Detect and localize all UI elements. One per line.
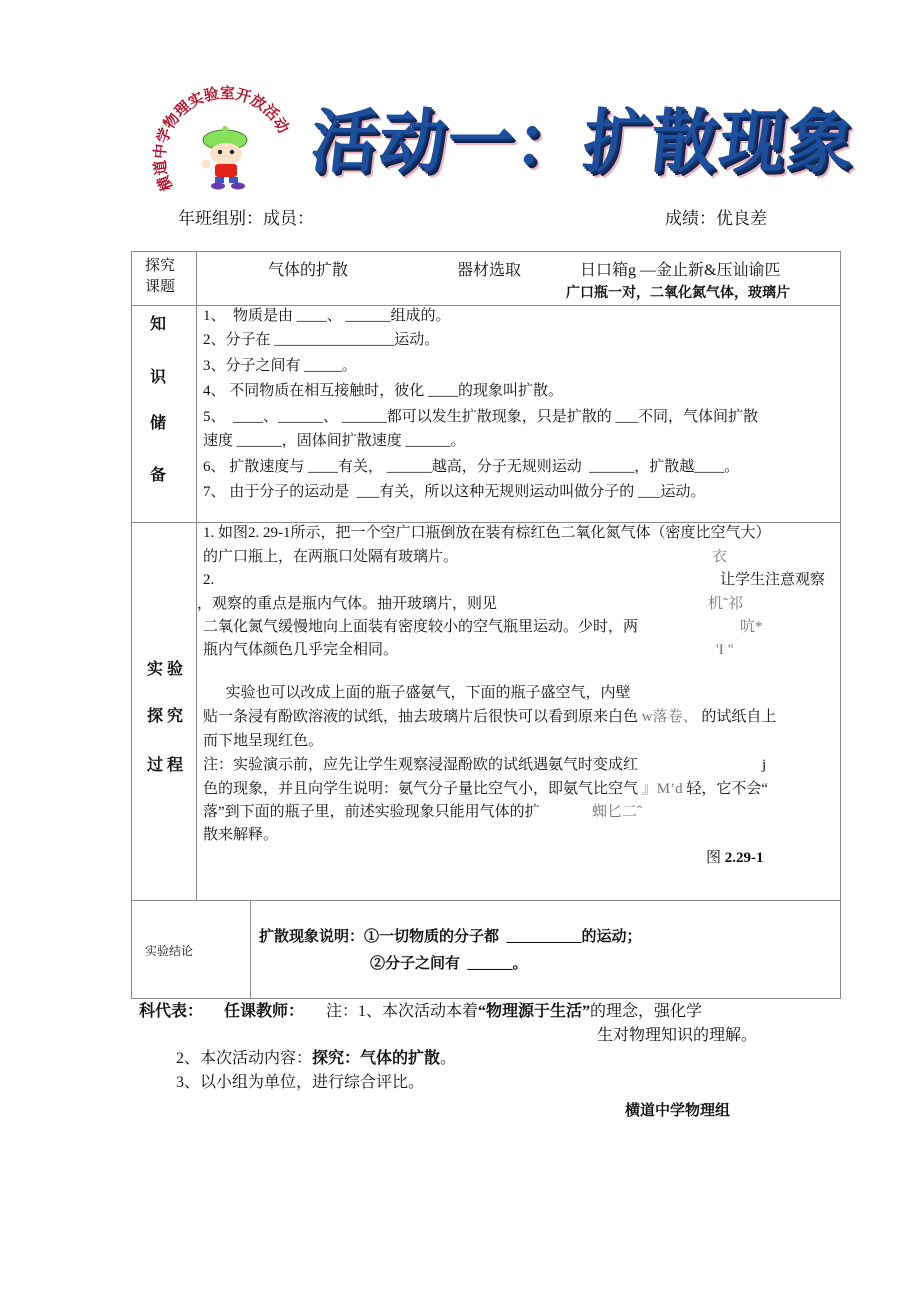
experiment-line: 的广口瓶上，在两瓶口处隔有玻璃片。 [203,549,459,565]
teacher-label: 任课教师： [224,1003,305,1020]
knowledge-line: 速度 ______，固体间扩散速度 ______。 [203,433,466,449]
knowledge-line: 2、分子在 ________________运动。 [203,332,440,348]
note-1-quote: “物理源于生活” [478,1003,591,1020]
experiment-label: 过 程 [147,757,184,774]
knowledge-label: 知 [150,316,167,333]
conclusion-label: 实验结论 [145,944,194,958]
experiment-line: 而下地呈现红色。 [203,733,324,749]
knowledge-label: 识 [150,369,167,386]
knowledge-line: 6、 扩散速度与 ____有关， ______越高，分子无规则运动 ______，扩散越____。 [203,459,740,475]
note-1-text: 的理念，强化学 [590,1003,703,1020]
table-border-left [131,251,132,999]
conclusion-line: 扩散现象说明：①一切物质的分子都 __________的运动； [259,929,642,945]
equipment-garbled: 日口箱g —金止新&压讪谕匹 [580,262,781,279]
knowledge-line: 7、 由于分子的运动是 ___有关，所以这种无规则运动叫做分子的 ___运动。 [203,484,706,500]
table-divider [131,900,841,901]
side-note: 』M’d [641,781,683,797]
table-border-top [131,251,841,252]
note-2-text: 2、本次活动内容： [176,1050,313,1067]
page-title: 活动一：扩散现象 [307,101,860,183]
experiment-line: 色的现象，并且向学生说明：氨气分子量比空气小，即氨气比空气 [203,781,639,797]
experiment-line: 落”到下面的瓶子里，前述实验现象只能用气体的扩 [203,804,540,820]
side-note: j [762,757,767,773]
class-rep-label: 科代表： [139,1003,204,1020]
experiment-line: 的试纸自上 [701,709,777,725]
side-note: 吭* [740,619,763,635]
side-note: 机˜祁 [708,596,743,612]
note-1-text: 注：1、本次活动本着 [326,1003,479,1020]
figure-caption-prefix: 图 [706,850,722,866]
logo-arc-text: 横道中学物理实验室开放活动 [150,83,293,194]
table-column-divider [196,251,197,900]
note-2 [176,1050,456,1068]
experiment-label: 实 验 [147,661,184,678]
topic-value: 气体的扩散 [268,262,349,279]
equipment-label: 器材选取 [457,262,522,279]
knowledge-line: 3、分子之间有 _____。 [203,358,357,374]
table-column-divider [250,900,251,998]
knowledge-line: 1、 物质是由 ____、 ______组成的。 [203,308,451,324]
experiment-line: 贴一条浸有酚欧溶液的试纸，抽去玻璃片后很快可以看到原来白色 [203,709,639,725]
side-note: 蜘匕二ˆ [592,804,642,820]
knowledge-label: 储 [150,415,167,432]
logo-graphic [150,80,300,210]
experiment-line: 二氧化氮气缓慢地向上面装有密度较小的空气瓶里运动。少时，两 [203,619,639,635]
note-2-content: 探究：气体的扩散 [312,1050,441,1067]
experiment-label: 探 究 [147,708,184,725]
score-label: 成绩：优良差 [665,209,767,228]
side-note: w落卷、 [641,709,698,725]
knowledge-line: 5、 ____、______、 ______都可以发生扩散现象，只是扩散的 ___不同，气体间扩散 [203,409,759,425]
knowledge-line: 4、 不同物质在相互接触时，彼化 ____的现象叫扩散。 [203,383,564,399]
table-border-right [840,251,841,999]
experiment-line: ，观察的重点是瓶内气体。抽开玻璃片，则见 [197,596,498,612]
note-2-end: 。 [440,1050,457,1067]
equipment-value: 广口瓶一对，二氧化氮气体，玻璃片 [566,286,790,301]
side-note: 衣 [712,549,728,565]
side-note: 'I " [716,642,734,658]
table-divider [131,305,841,306]
experiment-line: 轻，它不会“ [686,781,769,797]
experiment-line: 实验也可以改成上面的瓶子盛氨气，下面的瓶子盛空气，内壁 [203,685,631,701]
table-divider [131,522,841,523]
experiment-line-group [203,780,768,798]
figure-caption-number: 2.29-1 [724,850,764,866]
note-1-continued: 生对物理知识的理解。 [597,1027,758,1044]
school-logo [150,80,300,210]
group-members-label: 年班组别：成员： [178,209,314,228]
cartoon-mascot [202,126,248,190]
signature: 横道中学物理组 [625,1103,731,1119]
figure-caption [706,849,764,867]
note-1 [326,1003,702,1021]
experiment-line: 瓶内气体颜色几乎完全相同。 [203,642,399,658]
side-note: 让学生注意观察 [720,572,826,588]
experiment-line: 注：实验演示前，应先让学生观察浸湿酚欧的试纸遇氨气时变成红 [203,757,639,773]
knowledge-label: 备 [150,467,167,484]
topic-label: 课题 [145,279,176,295]
note-3: 3、以小组为单位，进行综合评比。 [176,1074,425,1091]
topic-label: 探究 [145,258,176,274]
conclusion-line: ②分子之间有 ______。 [370,956,528,972]
experiment-line-group [203,708,776,726]
table-border-bottom [131,998,841,999]
experiment-line: 1. 如图2. 29-1所示，把一个空广口瓶倒放在装有棕红色二氧化氮气体（密度比空气大） [203,525,771,541]
experiment-line: 散来解释。 [203,827,279,843]
experiment-line: 2. [203,572,215,588]
